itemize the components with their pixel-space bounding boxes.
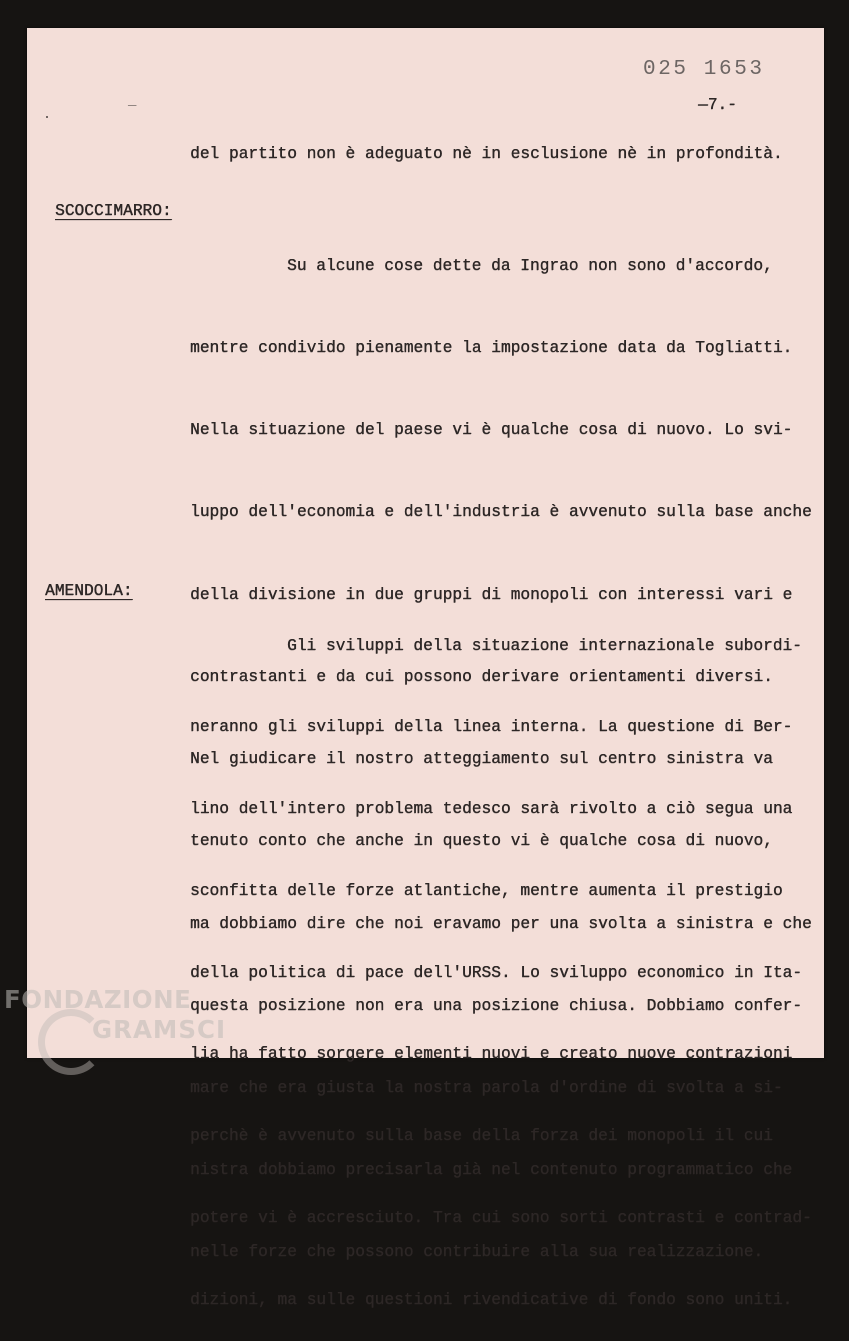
text-line: lia ha fatto sorgere elementi nuovi e creato nuove contrazioni <box>190 1045 793 1064</box>
text-line: Su alcune cose dette da Ingrao non sono d'accordo, <box>287 256 773 275</box>
paragraph-amendola <box>190 578 820 1341</box>
text-line: mentre condivido pienamente la impostazione data da Togliatti. <box>190 339 793 358</box>
stray-mark: — <box>128 98 137 114</box>
text-line: questa posizione non era una posizione chiusa. Dobbiamo confer- <box>190 996 802 1015</box>
watermark-logo <box>4 985 227 1080</box>
stray-dot <box>46 116 48 118</box>
text-line: Nel giudicare il nostro atteggiamento sul centro sinistra va <box>190 750 773 769</box>
text-line: della divisione in due gruppi di monopoli con interessi vari e <box>190 585 793 604</box>
text-line: dizioni, ma sulle questioni rivendicative di fondo sono uniti. <box>190 1290 793 1309</box>
text-line: della politica di pace dell'URSS. Lo sviluppo economico in Ita- <box>190 963 802 982</box>
watermark-line-2: GRAMSCI <box>92 1015 227 1044</box>
text-line: lino dell'intero problema tedesco sarà rivolto a ciò segua una <box>190 800 793 818</box>
speaker-label-scoccimarro: SCOCCIMARRO: <box>55 202 172 220</box>
text-line: contrastanti e da cui possono derivare orientamenti diversi. <box>190 667 773 686</box>
text-line: ma dobbiamo dire che noi eravamo per una svolta a sinistra e che <box>190 914 812 933</box>
text-line: potere vi è accresciuto. Tra cui sono sorti contrasti e contrad- <box>190 1208 812 1227</box>
text-line: Gli sviluppi della situazione internazionale subordi- <box>287 636 802 655</box>
watermark-line-1: FONDAZIONE <box>4 985 192 1014</box>
text-line: nistra dobbiamo precisarla già nel contenuto programmatico che <box>190 1161 793 1180</box>
text-line: perchè è avvenuto sulla base della forza dei monopoli il cui <box>190 1127 773 1145</box>
text-line: neranno gli sviluppi della linea interna. La questione di Ber- <box>190 718 793 737</box>
text-line: sconfitta delle forze atlantiche, mentre aumenta il prestigio <box>190 881 783 900</box>
text-line: luppo dell'economia e dell'industria è avvenuto sulla base anche <box>190 503 812 522</box>
opening-line: del partito non è adeguato nè in esclusione nè in profondità. <box>190 145 783 163</box>
text-line: nelle forze che possono contribuire alla sua realizzazione. <box>190 1243 764 1262</box>
archive-number: 025 1653 <box>643 58 765 81</box>
text-line: tenuto conto che anche in questo vi è qualche cosa di nuovo, <box>190 832 773 851</box>
text-line: mare che era giusta la nostra parola d'ordine di svolta a si- <box>190 1079 783 1097</box>
text-line: Nella situazione del paese vi è qualche cosa di nuovo. Lo svi- <box>190 421 793 440</box>
speaker-label-amendola: AMENDOLA: <box>45 582 133 600</box>
page-number: —7.- <box>698 96 737 114</box>
